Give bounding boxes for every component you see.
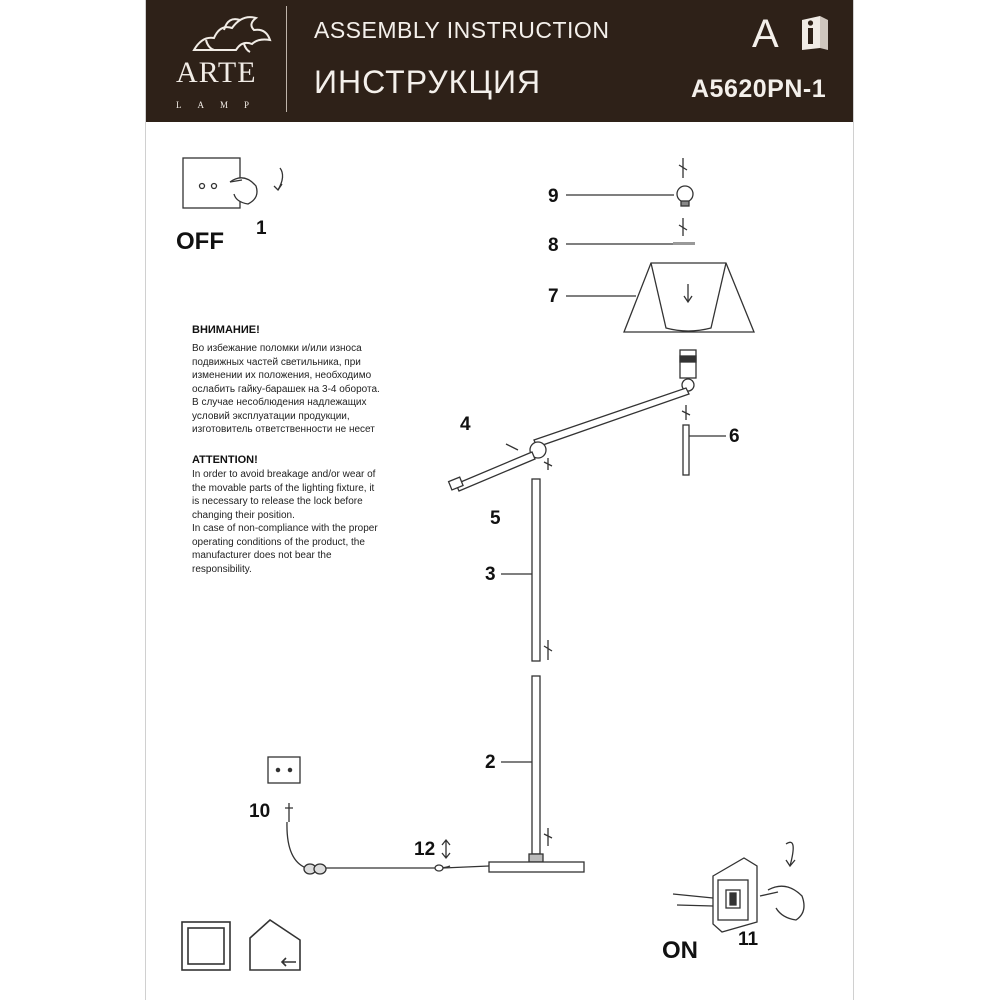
part-number-7: 7 — [548, 286, 559, 307]
lower-rod — [501, 676, 552, 854]
bulb-assembly — [566, 158, 695, 245]
off-label: OFF — [176, 228, 224, 255]
part-number-2: 2 — [485, 752, 496, 773]
part-number-5: 5 — [490, 508, 501, 529]
title-russian: ИНСТРУКЦИЯ — [314, 64, 542, 100]
indoor-use-icon — [182, 920, 300, 970]
step-number-11: 11 — [738, 929, 759, 950]
cord-part — [682, 405, 726, 475]
part-number-3: 3 — [485, 564, 496, 585]
part-number-8: 8 — [548, 235, 559, 256]
warning-title-ru: ВНИМАНИЕ! — [192, 324, 260, 336]
part-number-9: 9 — [548, 186, 559, 207]
warning-title-en: ATTENTION! — [192, 454, 258, 466]
model-number: A5620PN-1 — [691, 75, 827, 103]
brand-subtitle: LAMP — [176, 100, 266, 110]
title-english: ASSEMBLY INSTRUCTION — [314, 17, 610, 43]
brand-name: ARTE — [176, 56, 257, 89]
lamp-base — [489, 854, 584, 872]
switch-on-illustration — [673, 842, 804, 932]
part-number-10: 10 — [249, 801, 271, 822]
switch-off-illustration — [183, 158, 283, 208]
warning-text-en: In order to avoid breakage and/or wear of the movable parts of the lighting fixture, it is necessary to release the lock before changing their position. In case of non-compliance with the proper operating conditions of the product, the manufacturer does not bear the responsibility. — [192, 469, 378, 575]
lamp-shade — [566, 263, 754, 332]
category-letter: A — [752, 12, 779, 56]
power-outlet — [268, 757, 489, 874]
upper-rod — [501, 479, 552, 661]
instruction-sheet — [145, 0, 854, 1000]
warning-text-ru: Во избежание поломки и/или износа подвижных частей светильника, при изменении их положения, необходимо ослабить гайку-барашек на 3-4 оборота. В случае несоблюдения надлежащих условий эксплуатации продукции, изготовитель ответственности не несет — [192, 343, 380, 435]
step-number-1: 1 — [256, 218, 267, 239]
on-label: ON — [662, 937, 698, 964]
part-number-4: 4 — [460, 414, 471, 435]
part-number-6: 6 — [729, 426, 740, 447]
part-number-12: 12 — [414, 839, 436, 860]
socket-and-arm — [449, 350, 696, 491]
